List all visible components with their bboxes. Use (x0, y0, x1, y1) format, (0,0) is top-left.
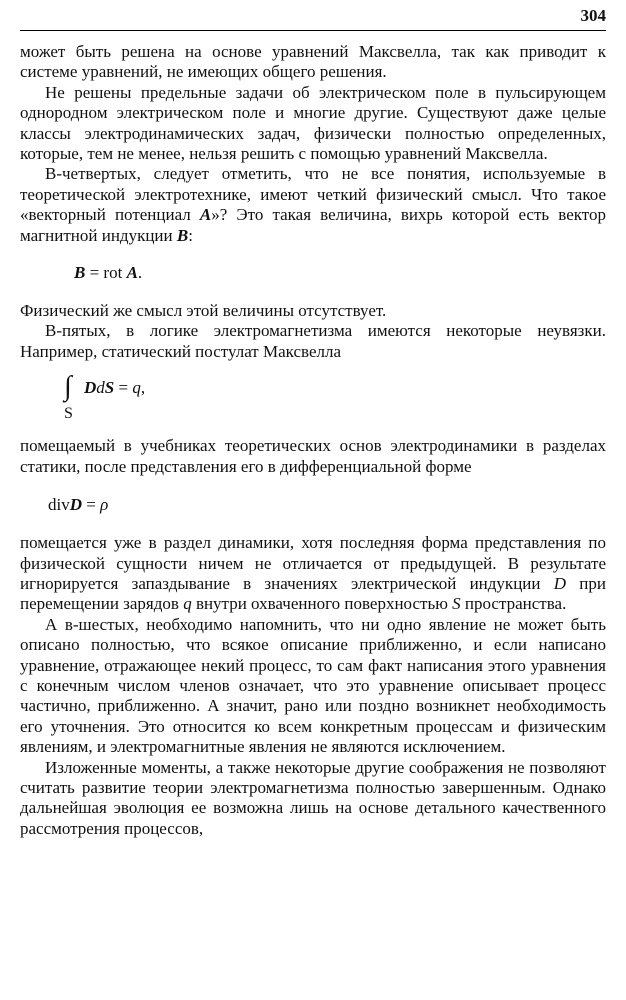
formula-integral-q: q (132, 378, 141, 398)
formula-integral-d-vector: D (84, 378, 97, 398)
page-number: 304 (580, 6, 606, 25)
paragraph-9: Изложенные моменты, а также некоторые другие соображения не позволяют считать развитие теории электромагнетизма полностью завершенным. Однако дальнейшая эволюция ее возможна лишь на основе детального качественного рассмотрения процессов, (20, 757, 606, 838)
formula-div-op: div (48, 495, 70, 515)
symbol-q: q (183, 594, 192, 614)
paragraph-7-part-c: внутри охваченного поверхностью (191, 594, 453, 614)
paragraph-7-part-a: помещается уже в раздел динамики, хотя последняя форма представления по физической сущности ничем не отличается от предыдущей. В результате игнорируется запаздывание в значениях электрической индукции (20, 533, 606, 593)
formula-integral-d: d (96, 378, 105, 398)
paragraph-1: может быть решена на основе уравнений Максвелла, так как приводит к системе уравнений, не имеющих общего решения. (20, 42, 606, 82)
paragraph-3-part-b: »? Это такая величина, вихрь которой есть вектор магнитной индукции (20, 205, 606, 245)
paragraph-5: В-пятых, в логике электромагнетизма имеются некоторые неувязки. Например, статический постулат Максвелла (20, 321, 606, 361)
paragraph-7 (20, 533, 606, 615)
header-rule (20, 30, 606, 31)
symbol-s: S (452, 594, 461, 614)
formula-integral (20, 372, 606, 424)
formula-integral-eq: = (114, 378, 133, 398)
formula-integral-expr (84, 378, 145, 398)
integral-subscript: S (64, 405, 73, 423)
paragraph-8: А в-шестых, необходимо напомнить, что ни одно явление не может быть описано полностью, что всякое описание приближенно, и если написано уравнение, отражающее некий процесс, то сам факт написания этого уравнения с конечным числом членов означает, что это уравнение описывает процесс частично, приближенно. А значит, рано или поздно возникнет необходимость его уточнения. Это относится ко всем конкретным процессам и физическим явлениям, и электромагнитные явления не являются исключением. (20, 614, 606, 757)
formula-div-eq: = (82, 495, 101, 515)
paragraph-4: Физический же смысл этой величины отсутствует. (20, 301, 387, 321)
paragraph-2: Не решены предельные задачи об электрическом поле в пульсирующем однородном электрическом поле и многие другие. Существуют даже целые классы электродинамических задач, физически полностью определенных, которые, тем не менее, нельзя решить с помощью уравнений Максвелла. (20, 82, 606, 164)
formula-rot-rhs: A (126, 263, 138, 283)
paragraph-3 (20, 164, 606, 246)
body-text (20, 42, 606, 839)
formula-rot-end: . (137, 263, 143, 283)
paragraph-3-part-c: : (188, 225, 193, 245)
formula-rot-lhs: B (74, 263, 86, 283)
formula-div-d: D (69, 495, 83, 515)
integral-sign: ∫ (64, 371, 72, 403)
formula-integral-end: , (140, 378, 146, 398)
symbol-d: D (553, 573, 567, 593)
paragraph-7-part-b: при перемещении зарядов (20, 573, 606, 614)
vector-a-symbol: A (199, 205, 212, 225)
formula-div (20, 495, 606, 515)
formula-div-rho: ρ (100, 495, 109, 515)
paragraph-6: помещаемый в учебниках теоретических основ электродинамики в разделах статики, после представления его в дифференциальной форме (20, 436, 606, 476)
paragraph-3-part-a: В-четвертых, следует отметить, что не все понятия, используемые в теоретической электротехнике, имеют четкий физический смысл. Что такое «векторный потенциал (20, 164, 606, 225)
formula-rot-eq: = rot (85, 263, 127, 283)
vector-b-symbol: B (176, 225, 189, 245)
formula-rot (20, 263, 606, 283)
formula-integral-s-vector: S (104, 378, 115, 398)
paragraph-7-part-d: пространства. (460, 594, 567, 614)
